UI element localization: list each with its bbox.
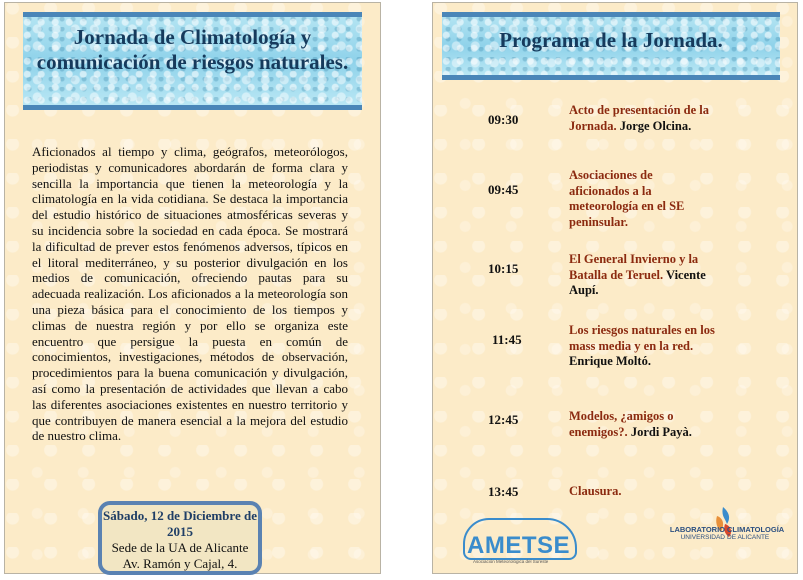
schedule-speaker: Jordi Payà. [630, 424, 692, 439]
schedule-title: Asociaciones de aficionados a la meteorología en el SE peninsular. [569, 168, 685, 229]
lab-climatologia-logo [665, 506, 783, 566]
schedule-title: Clausura. [569, 484, 622, 498]
event-date: Sábado, 12 de Diciembre de 2015 [103, 508, 257, 539]
schedule-description [569, 323, 729, 370]
ametse-subtitle: Asociación Meteorológica del Sureste [473, 559, 549, 564]
schedule-speaker: Enrique Moltó. [569, 354, 651, 368]
schedule-time: 09:45 [488, 182, 519, 197]
venue-name: Sede de la UA de Alicante [111, 540, 249, 555]
schedule-description [569, 103, 729, 134]
venue-address: Av. Ramón y Cajal, 4. [122, 556, 238, 571]
lab-word-universidad: UNIVERSIDAD [680, 534, 725, 541]
schedule-title: Los riesgos naturales en los mass media y en la red. [569, 323, 715, 353]
lab-word-alicante: DE ALICANTE [727, 534, 770, 541]
schedule-title: Modelos, ¿amigos o enemigos?. [569, 409, 674, 439]
left-title-banner [23, 12, 362, 110]
date-venue-box [98, 501, 262, 575]
schedule-speaker: Vicente Aupí. [569, 267, 706, 297]
program-title: Programa de la Jornada. [499, 28, 723, 52]
schedule-description [569, 409, 709, 440]
lab-left-words [665, 526, 725, 542]
schedule-speaker: Jorge Olcina. [619, 118, 692, 133]
schedule-description [569, 168, 699, 230]
lab-right-words [727, 526, 785, 542]
schedule-time: 11:45 [492, 332, 522, 347]
schedule-title: El General Invierno y la Batalla de Teruel. [569, 252, 699, 282]
schedule-time: 10:15 [488, 261, 519, 276]
lab-word-climatologia: CLIMATOLOGÍA [727, 525, 785, 534]
right-page [432, 2, 798, 574]
lab-word-laboratorio: LABORATORIO [669, 525, 725, 534]
schedule-title: Acto de presentación de la Jornada. [569, 103, 710, 133]
schedule-time: 13:45 [488, 484, 519, 499]
right-title-banner [442, 12, 780, 80]
schedule-description [569, 252, 729, 299]
left-page [4, 2, 381, 574]
schedule-time: 09:30 [488, 112, 519, 127]
event-title: Jornada de Climatología y comunicación de riesgos naturales. [36, 25, 349, 74]
ametse-name: AMETSE [467, 532, 571, 559]
ametse-logo [463, 518, 581, 566]
schedule-description [569, 484, 729, 500]
event-description: Aficionados al tiempo y clima, geógrafos, meteorólogos, periodistas y comunicadores abordarán de forma clara y sencilla la importancia que tienen la meteorología y la climatología en la vida cotidiana. Se destaca la importancia del estudio histórico de situaciones atmosféricas severas y su incidencia sobre la sociedad en cada época. Se mostrará la dificultad de prever estos fenómenos adversos, típicos en el litoral mediterráneo, y su posterior divulgación en los medios de comunicación, ofreciendo pautas para su adecuada realización. Los aficionados a la meteorología son una pieza básica para el conocimiento de los tiempos y climas de nuestra región y por ello se organiza este encuentro que persigue la puesta en común de conocimientos, investigaciones, métodos de observación, procedimientos para la buena comunicación y divulgación, así como la presentación de actividades que llevan a cabo las diferentes asociaciones existentes en nuestro territorio y que contribuyen de manera esencial a la mejora del estudio de nuestro clima. [32, 144, 348, 444]
schedule-time: 12:45 [488, 412, 519, 427]
